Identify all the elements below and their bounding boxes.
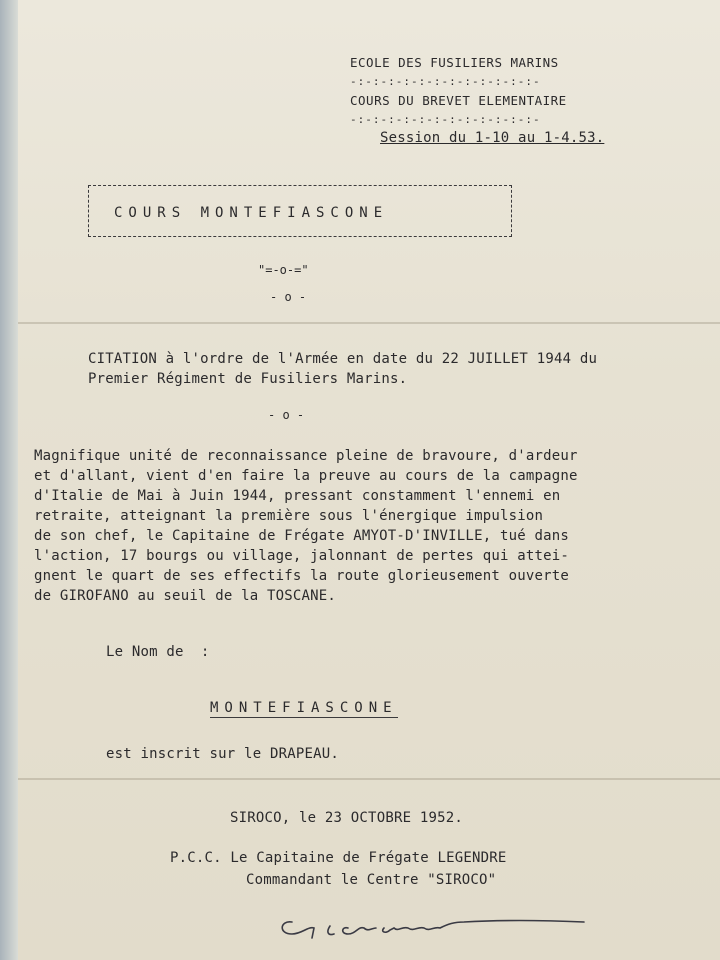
name-intro: Le Nom de : <box>106 644 210 660</box>
honored-name: MONTEFIASCONE <box>210 700 398 716</box>
ornament-divider: - o - <box>270 290 307 304</box>
body-line: retraite, atteignant la première sous l'énergique impulsion <box>34 508 544 524</box>
signatory: P.C.C. Le Capitaine de Frégate LEGENDRE <box>170 850 507 866</box>
place-date: SIROCO, le 23 OCTOBRE 1952. <box>230 810 463 826</box>
body-line: gnent le quart de ses effectifs la route glorieusement ouverte <box>34 568 569 584</box>
fold-line-lower <box>18 778 720 780</box>
ornament-divider: - o - <box>268 408 305 422</box>
course-name: COURS DU BREVET ELEMENTAIRE <box>350 93 567 108</box>
body-line: et d'allant, vient d'en faire la preuve au cours de la campagne <box>34 468 578 484</box>
handwritten-signature <box>268 898 588 948</box>
body-line: de GIROFANO au seuil de la TOSCANE. <box>34 588 337 604</box>
body-line: de son chef, le Capitaine de Frégate AMYOT-D'INVILLE, tué dans <box>34 528 569 544</box>
page-left-edge <box>0 0 18 960</box>
ornament-divider: "=-o-=" <box>258 263 309 277</box>
signatory-role: Commandant le Centre "SIROCO" <box>246 872 497 888</box>
citation-line-1: CITATION à l'ordre de l'Armée en date du 22 JUILLET 1944 du <box>88 351 598 367</box>
header-separator-2: -:-:-:-:-:-:-:-:-:-:-:-:- <box>350 113 541 126</box>
name-outro: est inscrit sur le DRAPEAU. <box>106 746 339 762</box>
citation-line-2: Premier Régiment de Fusiliers Marins. <box>88 371 408 387</box>
body-line: d'Italie de Mai à Juin 1944, pressant constamment l'ennemi en <box>34 488 561 504</box>
school-name: ECOLE DES FUSILIERS MARINS <box>350 55 559 70</box>
header-separator: -:-:-:-:-:-:-:-:-:-:-:-:- <box>350 75 541 88</box>
course-title: COURS MONTEFIASCONE <box>114 205 389 221</box>
session-dates: Session du 1-10 au 1-4.53. <box>380 130 605 146</box>
body-line: Magnifique unité de reconnaissance pleine de bravoure, d'ardeur <box>34 448 578 464</box>
body-line: l'action, 17 bourgs ou village, jalonnant de pertes qui attei- <box>34 548 569 564</box>
fold-line-upper <box>18 322 720 324</box>
